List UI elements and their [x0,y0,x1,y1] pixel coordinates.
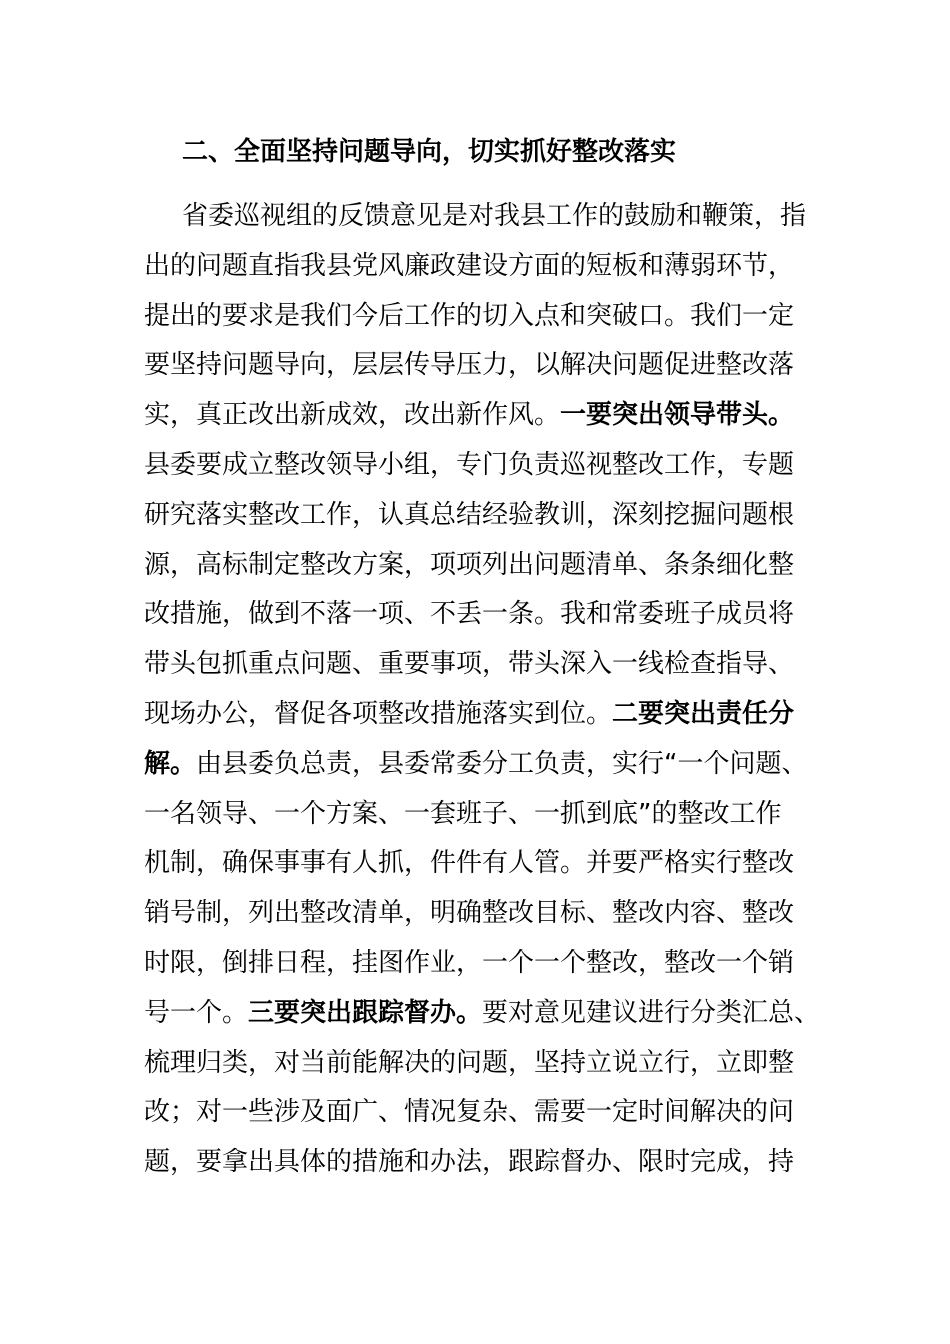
text-line [144,640,824,690]
text-line [144,1088,824,1138]
text-line [144,441,824,491]
text-run: 现场办公，督促各项整改措施落实到位。 [144,698,613,729]
text-run: 题，要拿出具体的措施和办法，跟踪督办、限时完成，持 [144,1147,795,1178]
text-line [144,1039,824,1089]
text-line [144,839,824,889]
text-run: 梳理归类，对当前能解决的问题，坚持立说立行，立即整 [144,1047,795,1078]
text-run: 机制，确保事事有人抓，件件有人管。并要严格实行整改 [144,848,795,879]
text-line [144,391,824,441]
text-line [144,590,824,640]
body-paragraph [144,192,824,1188]
text-line [144,242,824,292]
text-line [144,491,824,541]
text-run: 由县委负总责，县委常委分工负责，实行“一个问题、 [196,748,808,779]
text-run: 研究落实整改工作，认真总结经验教训，深刻挖掘问题根 [144,499,795,530]
text-run: 时限，倒排日程，挂图作业，一个一个整改，整改一个销 [144,947,795,978]
text-line [144,541,824,591]
text-line [144,939,824,989]
section-heading: 二、全面坚持问题导向，切实抓好整改落实 [182,137,677,167]
text-run: 改；对一些涉及面广、情况复杂、需要一定时间解决的问 [144,1097,795,1128]
text-line [144,192,824,242]
bold-run: 解。 [144,748,197,779]
text-line [144,292,824,342]
text-line [144,690,824,740]
text-run: 源，高标制定整改方案，项项列出问题清单、条条细化整 [144,549,795,580]
text-run: 出的问题直指我县党风廉政建设方面的短板和薄弱环节， [144,250,795,281]
text-run: 县委要成立整改领导小组，专门负责巡视整改工作，专题 [144,449,795,480]
text-run: 号一个。 [144,997,249,1028]
text-run: 省委巡视组的反馈意见是对我县工作的鼓励和鞭策，指 [182,201,807,231]
text-run: 实，真正改出新成效，改出新作风。 [144,400,561,431]
text-run: 要对意见建议进行分类汇总、 [482,997,821,1028]
text-run: 要坚持问题导向，层层传导压力，以解决问题促进整改落 [144,350,795,381]
bold-run: 一要突出领导带头。 [560,400,795,431]
text-line [144,989,824,1039]
text-line [144,790,824,840]
text-run: 提出的要求是我们今后工作的切入点和突破口。我们一定 [144,300,795,331]
text-line [144,740,824,790]
text-run: 带头包抓重点问题、重要事项，带头深入一线检查指导、 [144,649,795,680]
text-run: 改措施，做到不落一项、不丢一条。我和常委班子成员将 [144,599,795,630]
text-line [144,1138,824,1188]
text-line [144,341,824,391]
text-line [144,889,824,939]
text-run: 一名领导、一个方案、一套班子、一抓到底”的整改工作 [144,798,782,829]
bold-run: 三要突出跟踪督办。 [248,997,483,1028]
bold-run: 二要突出责任分 [612,698,795,729]
text-run: 销号制，列出整改清单，明确整改目标、整改内容、整改 [144,898,795,929]
